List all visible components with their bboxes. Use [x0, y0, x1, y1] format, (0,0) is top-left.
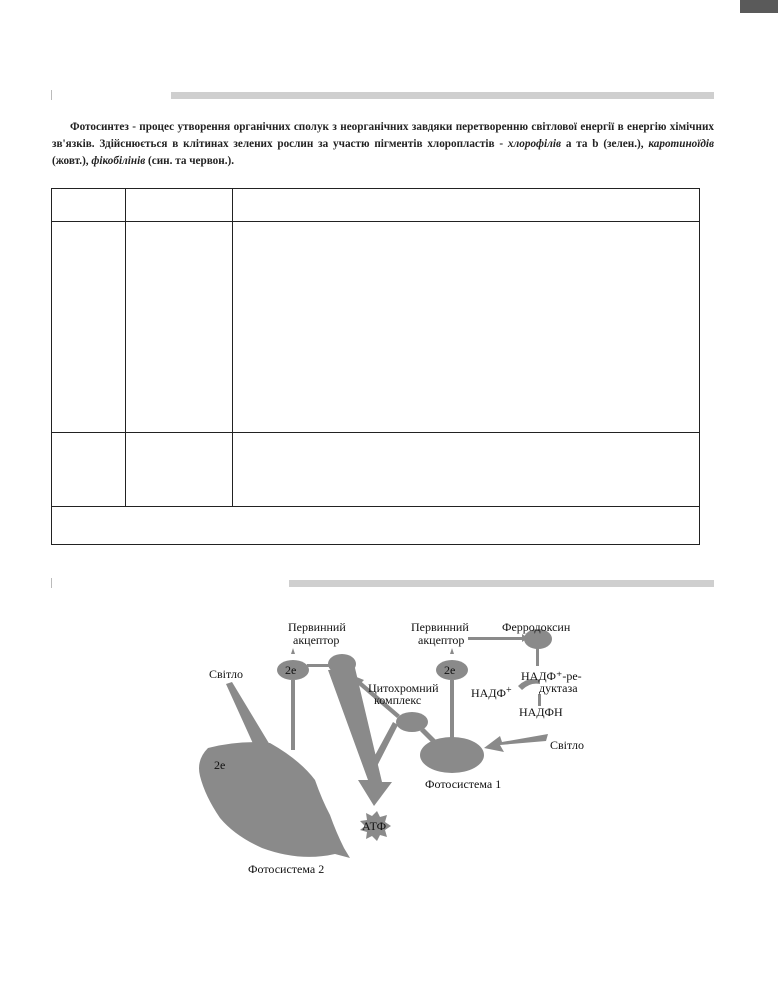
label-electron-right: 2e [444, 663, 456, 677]
table-cell [126, 189, 233, 222]
label-light-left: Світло [209, 667, 243, 681]
label-nadp-reductase-line1: НАДФ⁺-ре- [521, 669, 582, 683]
table-cell [126, 433, 233, 507]
section-1-marker [51, 90, 52, 100]
light-beam-right [484, 734, 548, 752]
arrow-to-primary-acceptor-1 [291, 648, 295, 654]
table-cell [126, 222, 233, 433]
label-primary-acceptor-2-line2: акцептор [418, 633, 465, 647]
pigment-carotenoids: каротиноїдів [648, 138, 715, 150]
table-cell [52, 433, 126, 507]
table-header-row [52, 189, 700, 222]
definition-text-2: а та b (зелен.), [565, 138, 644, 150]
term-photosynthesis: Фотосинтез [70, 121, 129, 133]
label-cytochrome-line2: комплекс [374, 693, 422, 707]
definition-text-1: процес утворення органічних сполук з неорганічних завдяки перетворенню світлової енергії в енергію хімічних зв'язків. Здійснюється в клітинах зелених рослин за участю пігментів хлоропластів - [52, 121, 714, 150]
connector-cytochrome-ps1 [420, 728, 436, 743]
electron-line-ps2 [291, 680, 295, 750]
arrow-to-primary-acceptor-2 [450, 648, 454, 654]
label-atp: АТФ [362, 819, 387, 833]
page-corner-tab [740, 0, 778, 13]
dash: - [128, 121, 140, 133]
table-cell [233, 189, 700, 222]
label-photosystem-1: Фотосистема 1 [425, 777, 502, 791]
photosystem-1-ellipse [420, 737, 484, 773]
photosynthesis-phases-table [51, 188, 700, 545]
label-photosystem-2: Фотосистема 2 [248, 862, 325, 876]
section-1-bar [171, 92, 714, 99]
label-primary-acceptor-1-line2: акцептор [293, 633, 340, 647]
table-cell [52, 222, 126, 433]
definition-text-4: (син. та червон.). [148, 155, 235, 167]
light-beam-left [226, 682, 270, 748]
label-primary-acceptor-2-line1: Первинний [411, 620, 469, 634]
label-ferredoxin: Ферродоксин [502, 620, 571, 634]
section-2-bar [289, 580, 714, 587]
label-nadp-plus [471, 685, 512, 700]
label-nadph: НАДФН [519, 705, 563, 719]
nadp-plus-text: НАДФ [471, 686, 506, 700]
label-electron-mid: 2e [285, 663, 297, 677]
pigment-phycobilins: фікобілінів [91, 155, 146, 167]
definition-paragraph [52, 119, 714, 170]
connector-ps1-ferredoxin [468, 637, 526, 640]
connector-ps2-acceptor [307, 664, 331, 667]
nadp-plus-superscript: + [506, 685, 512, 696]
table-row [52, 433, 700, 507]
table-cell [52, 189, 126, 222]
label-cytochrome-line1: Цитохромний [368, 681, 439, 695]
label-light-right: Світло [550, 738, 584, 752]
pigment-chlorophyll: хлорофілів [507, 138, 562, 150]
table-cell [233, 433, 700, 507]
table-cell [233, 222, 700, 433]
table-row [52, 222, 700, 433]
label-nadp-reductase-line2: дуктаза [539, 681, 578, 695]
label-primary-acceptor-1-line1: Первинний [288, 620, 346, 634]
table-cell [52, 507, 700, 545]
connector-ferredoxin-reductase [536, 648, 539, 666]
table-summary-row [52, 507, 700, 545]
electron-line-ps1 [450, 680, 454, 738]
label-electron-left: 2e [214, 758, 226, 772]
section-2-marker [51, 578, 52, 588]
light-reactions-diagram [0, 600, 778, 900]
definition-text-3: (жовт.), [52, 155, 89, 167]
